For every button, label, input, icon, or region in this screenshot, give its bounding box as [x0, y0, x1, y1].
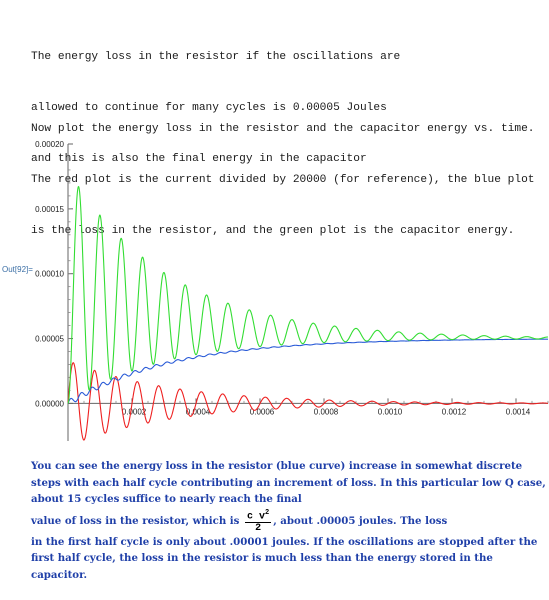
formula-denominator: 2: [255, 522, 262, 534]
y-tick-label: 0.00005: [35, 334, 64, 344]
explanation-paragraph: [31, 458, 546, 583]
plot-desc-line: The red plot is the current divided by 20000 (for reference), the blue plot: [31, 174, 535, 186]
x-tick-label: 0.0014: [505, 407, 531, 417]
explanation-p2a: value of loss in the resistor, which is: [31, 514, 240, 527]
plot-desc-line: Now plot the energy loss in the resistor and the capacitor energy vs. time.: [31, 123, 535, 135]
y-tick-label: 0.00010: [35, 269, 64, 279]
explanation-p1: You can see the energy loss in the resistor (blue curve) increase in somewhat discrete steps with each half cycle contributing an increment of loss. In this particular low Q case, about 15 cycles suffice to nearly reach the final: [31, 460, 546, 505]
energy-formula: [245, 508, 271, 534]
x-tick-label: 0.0002: [121, 407, 147, 417]
explanation-p2b: , about .00005 joules. The loss: [273, 514, 448, 527]
intro-line: and this is also the final energy in the capacitor: [31, 153, 367, 165]
out-cell-label: Out[92]=: [2, 265, 33, 274]
y-tick-label: 0.00000: [35, 399, 64, 409]
x-tick-label: 0.0010: [377, 407, 403, 417]
x-tick-label: 0.0012: [441, 407, 467, 417]
intro-line: allowed to continue for many cycles is 0.00005 Joules: [31, 102, 387, 114]
formula-numerator: c v: [246, 510, 265, 522]
x-tick-label: 0.0008: [313, 407, 339, 417]
explanation-p3: in the first half cycle is only about .00001 joules. If the oscillations are stopped after the first half cycle, the loss in the resistor is much less than the energy stored in the capacitor.: [31, 535, 538, 581]
y-tick-label: 0.00020: [35, 140, 64, 149]
formula-exponent: 2: [264, 508, 270, 517]
y-tick-label: 0.00015: [35, 204, 64, 214]
blue-series-line: [68, 339, 548, 403]
intro-line: The energy loss in the resistor if the oscillations are: [31, 51, 401, 63]
green-series-line: [68, 187, 548, 404]
energy-plot: [0, 138, 549, 443]
plot-desc-line: is the loss in the resistor, and the green plot is the capacitor energy.: [31, 225, 515, 237]
x-tick-label: 0.0004: [185, 407, 211, 417]
x-tick-label: 0.0006: [249, 407, 275, 417]
